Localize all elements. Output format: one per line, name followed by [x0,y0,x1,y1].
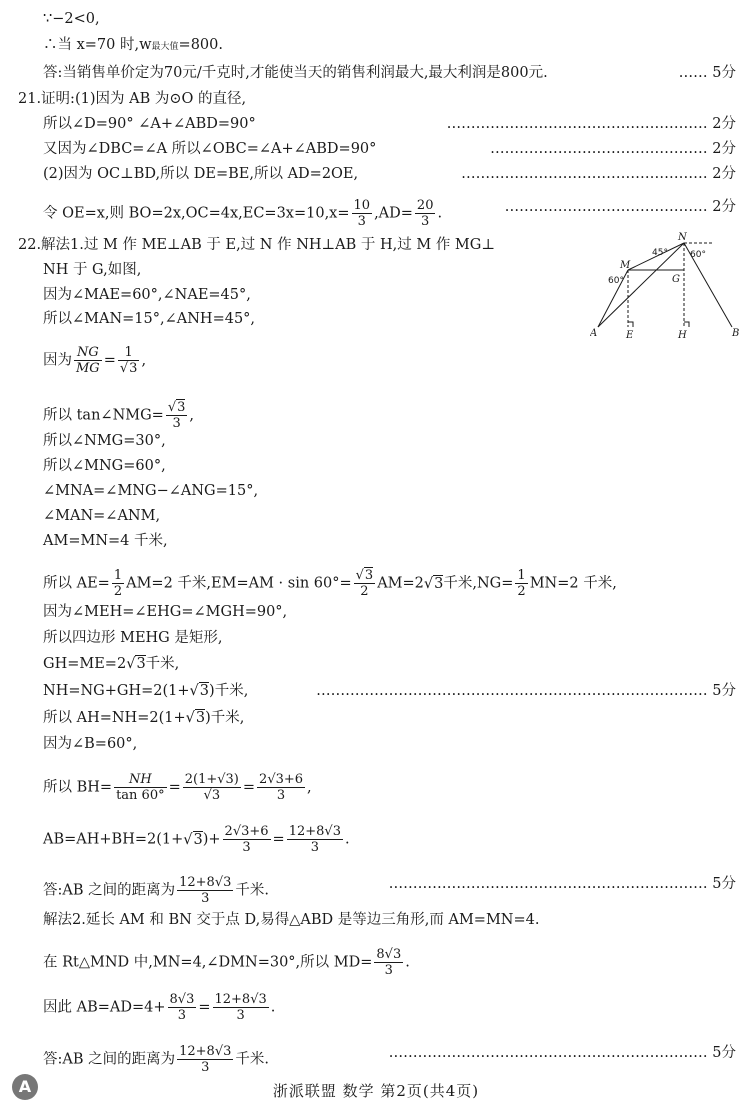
fraction: √ $\frac{3}{3}$ [166,400,188,431]
fraction: $\frac{2√3+6}{3}$ [224,824,269,855]
fraction: $\frac{1}{2}$ [113,568,123,599]
label-E: E [626,330,634,341]
line-22-13: 所以四边形 MEHG 是矩形, [43,630,223,646]
line-22-10: AM=MN=4 千米, [43,533,168,549]
fraction: $\frac{NH}{\tan 60^\circ}$ [116,772,165,803]
line-22-23: 因此 AB=AD=4+ $\frac{8√3}{3}$ = $\frac{12+8√3}{3}$ . [43,992,276,1023]
score-21-2: ……………………………………… 2分 [490,141,736,157]
label-B: B [732,328,740,339]
label-A: A [590,328,598,339]
score-21-1: ……………………………………………… 2分 [446,116,736,132]
score-22-b: ………………………………………………………… 5分 [388,876,736,892]
score-21-3: …………………………………………… 2分 [461,166,736,182]
line-22-19: AB=AH+BH=2(1+√ 3)+ $\frac{2√3+6}{3}$ = $\frac{12+8√3}{3}$ . [43,824,736,855]
line-21-4: 令 OE=x,则 BO=2x,OC=4x,EC=3x=10,x= $\frac{10}{3}$ ,AD= $\frac{20}{3}$ . [43,198,443,229]
fraction: $\frac{10}{3}$ [353,198,371,229]
line-22-5: 所以 tan∠NMG= √ $\frac{3}{3}$ , [43,400,736,431]
line-22-1: NH 于 G,如图, [43,262,142,278]
line-22-11: 所以 AE= $\frac{1}{2}$ AM=2 千米,EM=AM · sin 60°= √ $\frac{3}{2}$ AM=2√ 3千米,NG= $\frac{1}{2}$ MN=2 千米, [43,568,736,599]
question-21-header: 21.证明:(1)因为 AB 为⊙O 的直径, [18,91,247,107]
angle-60-left: 60° [608,276,624,286]
label-G: G [672,274,680,285]
line-answer-20: 答:当销售单价定为70元/千克时,才能使当天的销售利润最大,最大利润是800元. [43,65,548,81]
line-21-2: 又因为∠DBC=∠A 所以∠OBC=∠A+∠ABD=90° [43,141,377,157]
line-22-22: 在 Rt△MND 中,MN=4,∠DMN=30°,所以 MD= $\frac{8√3}{3}$ . [43,947,410,978]
line-22-9: ∠MAN=∠ANM, [43,508,161,524]
line-21-3: (2)因为 OC⊥BD,所以 DE=BE,所以 AD=2OE, [43,166,359,182]
line-22-12: 因为∠MEH=∠EHG=∠MGH=90°, [43,604,288,620]
score-22-a: ……………………………………………………………………… 5分 [316,683,736,699]
right-angle-H [684,322,689,327]
line-22-15: NH=NG+GH=2(1+√ 3)千米, [43,682,736,700]
line-21-1: 所以∠D=90° ∠A+∠ABD=90° [43,116,256,132]
label-N: N [678,232,687,243]
right-angle-E [628,322,633,327]
fraction: $\frac{8√3}{3}$ [169,992,195,1023]
fraction: $\frac{12+8√3}{3}$ [214,992,267,1023]
line-22-3: 所以∠MAN=15°,∠ANH=45°, [43,311,256,327]
line-22-14: GH=ME=2√ 3千米, [43,655,736,673]
line-22-6: 所以∠NMG=30°, [43,433,166,449]
fraction: $\frac{2√3+6}{3}$ [259,772,304,803]
line-22-7: 所以∠MNG=60°, [43,458,166,474]
page-footer: 浙派联盟 数学 第2页(共4页) [272,1082,480,1100]
angle-45: 45° [652,248,668,258]
version-badge: A [12,1074,38,1100]
label-H: H [678,330,687,341]
score-answer-20: …… 5分 [678,65,736,81]
fraction: $\frac{8√3}{3}$ [376,947,402,978]
geometry-figure [590,232,740,342]
fraction: $\frac{2(1+√3)}{√3}$ [184,772,239,803]
fraction: 1 √ 3 [118,345,140,376]
score-22-c: ………………………………………………………… 5分 [388,1045,736,1061]
label-M: M [620,260,631,271]
line-22-8: ∠MNA=∠MNG−∠ANG=15°, [43,483,259,499]
line-inequality: ∵−2<0, [43,11,100,27]
fraction: $\frac{20}{3}$ [416,198,434,229]
fraction: $\frac{12+8√3}{3}$ [288,824,341,855]
fraction: $\frac{NG}{MG}$ [76,345,100,376]
line-22-2: 因为∠MAE=60°,∠NAE=45°, [43,287,251,303]
angle-60-top: 60° [690,250,706,260]
score-21-4: …………………………………… 2分 [504,199,736,215]
line-22-24: 答:AB 之间的距离为 $\frac{12+8√3}{3}$ 千米. [43,1044,269,1075]
line-22-20: 答:AB 之间的距离为 $\frac{12+8√3}{3}$ 千米. [43,875,269,906]
fraction: $\frac{12+8√3}{3}$ [179,875,232,906]
line-max-value: ∴当 x=70 时,w最大值=800. [43,37,223,53]
line-22-18: 所以 BH= $\frac{NH}{\tan 60^\circ}$ = $\frac{2(1+√3)}{√3}$ = $\frac{2√3+6}{3}$ , [43,772,312,803]
question-22-header: 22.解法1.过 M 作 ME⊥AB 于 E,过 N 作 NH⊥AB 于 H,过 M 作 MG⊥ [18,237,495,253]
line-22-21: 解法2.延长 AM 和 BN 交于点 D,易得△ABD 是等边三角形,而 AM=MN=4. [43,912,540,928]
fraction: $\frac{1}{2}$ [517,568,526,599]
line-22-17: 因为∠B=60°, [43,736,138,752]
fraction: $\frac{12+8√3}{3}$ [179,1044,232,1075]
fraction: √ $\frac{3}{2}$ [354,568,376,599]
line-22-16: 所以 AH=NH=2(1+√ 3)千米, [43,709,736,727]
line-22-4: 因为 $\frac{NG}{MG}$ = 1 √ 3 , [43,345,736,376]
